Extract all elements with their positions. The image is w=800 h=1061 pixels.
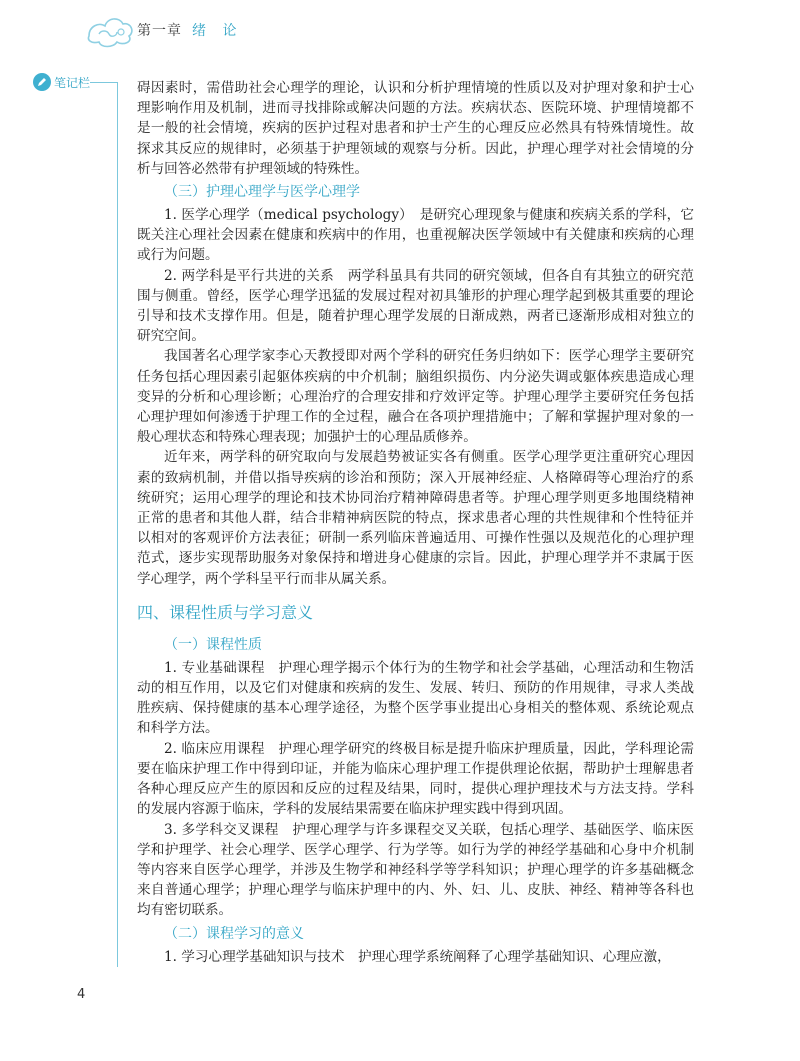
notes-divider-vertical [117, 82, 118, 967]
notes-divider-horizontal [90, 82, 117, 83]
main-text [137, 78, 694, 967]
cloud-ornament-icon [85, 12, 135, 48]
notes-column-label [33, 73, 90, 91]
notes-column-text: 笔记栏 [54, 75, 91, 90]
paragraph: 2. 临床应用课程 护理心理学研究的终极目标是提升临床护理质量，因此，学科理论需要在临床护理工作中得到印证，并能为临床心理护理工作提供理论依据，帮助护士理解患者各种心理反应产生的原因和反应的过程及结果，同时，提供心理护理技术与方法支持。学科的发展内容源于临床，学科的发展结果需要在临床护理实践中得到巩固。 [137, 740, 694, 818]
section-heading: （一）课程性质 [164, 636, 262, 653]
chapter-number: 第一章 [137, 23, 182, 39]
paragraph: 我国著名心理学家李心天教授即对两个学科的研究任务归纳如下：医学心理学主要研究任务包括心理因素引起躯体疾病的中介机制；脑组织损伤、内分泌失调或躯体疾患造成心理变异的分析和心理诊断；心理治疗的合理安排和疗效评定等。护理心理学主要研究任务包括心理护理如何渗透于护理工作的全过程，融合在各项护理措施中；了解和掌握护理对象的一般心理状态和特殊心理表现；加强护士的心理品质修养。 [137, 348, 694, 446]
paragraph: 近年来，两学科的研究取向与发展趋势被证实各有侧重。医学心理学更注重研究心理因素的致病机制，并借以指导疾病的诊治和预防；深入开展神经症、人格障碍等心理治疗的系统研究；运用心理学的理论和技术协同治疗精神障碍患者等。护理心理学则更多地围绕精神正常的患者和其他人群，结合非精神病医院的特点，探求患者心理的共性规律和个性特征并以相对的客观评价方法表征；研制一系列临床普遍适用、可操作性强以及规范化的心理护理范式，逐步实现帮助服务对象保持和增进身心健康的宗旨。因此，护理心理学并不隶属于医学心理学，两个学科呈平行而非从属关系。 [137, 449, 694, 587]
chapter-title: 绪 论 [192, 23, 243, 39]
page-header [0, 0, 800, 60]
paragraph: 2. 两学科是平行共进的关系 两学科虽具有共同的研究领域，但各自有其独立的研究范围与侧重。曾经，医学心理学迅猛的发展过程对初具雏形的护理心理学起到极其重要的理论引导和技术支撑作用。但是，随着护理心理学发展的日渐成熟，两者已逐渐形成相对独立的研究空间。 [137, 267, 694, 345]
section-heading: （三）护理心理学与医学心理学 [164, 184, 360, 201]
chapter-section-heading: 四、课程性质与学习意义 [137, 602, 314, 622]
paragraph: 1. 专业基础课程 护理心理学揭示个体行为的生物学和社会学基础，心理活动和生物活动的相互作用，以及它们对健康和疾病的发生、发展、转归、预防的作用规律，寻求人类战胜疾病、保持健康的基本心理学途径，为整个医学事业提出心身相关的整体观、系统论观点和科学方法。 [137, 659, 694, 737]
pencil-icon [33, 73, 51, 91]
section-heading: （二）课程学习的意义 [164, 925, 304, 942]
paragraph: 碍因素时，需借助社会心理学的理论，认识和分析护理情境的性质以及对护理对象和护士心理影响作用及机制，进而寻找排除或解决问题的方法。疾病状态、医院环境、护理情境都不是一般的社会情境，疾病的医护过程对患者和护士产生的心理反应必然具有特殊情境性。故探求其反应的规律时，必须基于护理领域的观察与分析。因此，护理心理学对社会情境的分析与回答必然带有护理领域的特殊性。 [137, 80, 694, 177]
paragraph: 1. 医学心理学（medical psychology） 是研究心理现象与健康和疾病关系的学科，它既关注心理社会因素在健康和疾病中的作用，也重视解决医学领域中有关健康和疾病的心理或行为问题。 [137, 207, 694, 264]
chapter-heading [137, 20, 242, 40]
paragraph: 3. 多学科交叉课程 护理心理学与许多课程交叉关联，包括心理学、基础医学、临床医学和护理学、社会心理学、医学心理学、行为学等。如行为学的神经学基础和心身中介机制等内容来自医学心理学，并涉及生物学和神经科学等学科知识；护理心理学的许多基础概念来自普通心理学；护理心理学与临床护理中的内、外、妇、儿、皮肤、神经、精神等各科也均有密切联系。 [137, 821, 694, 919]
page-number: 4 [77, 987, 86, 1002]
paragraph: 1. 学习心理学基础知识与技术 护理心理学系统阐释了心理学基础知识、心理应激， [164, 948, 671, 965]
